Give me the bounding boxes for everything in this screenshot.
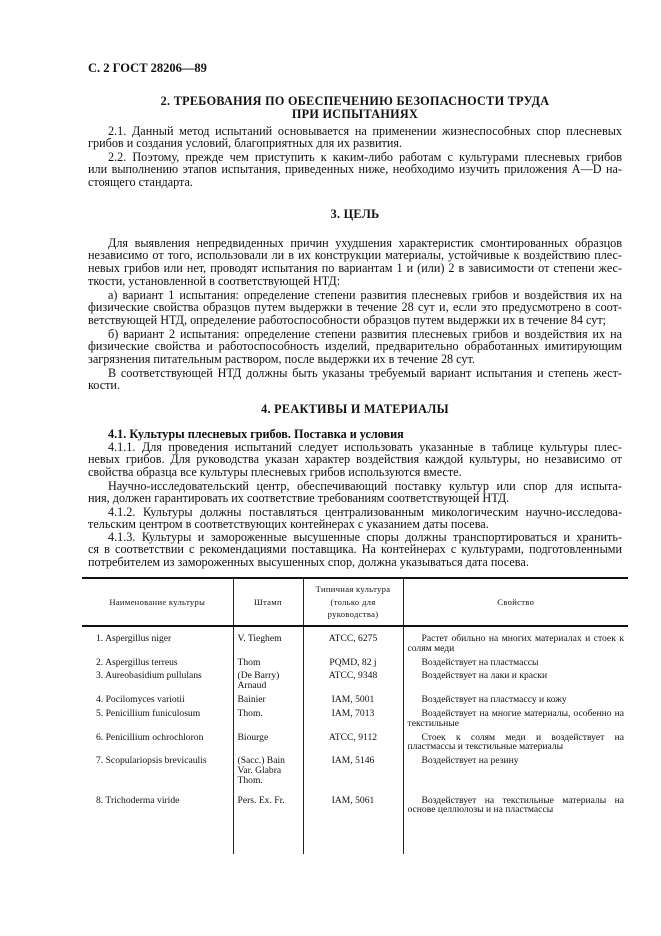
culture-name-cell: 3. Aureobasidium pullulans — [96, 670, 202, 682]
paragraph-line: 4.1.3. Культуры и замороженные высушенные споры должны транспортироваться и хранить- — [108, 529, 622, 544]
property-cell: Воздействует на лаки и краски — [403, 669, 628, 693]
table-row — [82, 693, 628, 707]
typical-culture-cell: PQMD, 82 j — [303, 656, 403, 670]
culture-name-cell: 4. Pocilomyces variotii — [96, 693, 185, 705]
paragraph-line: Для выявления непредвиденных причин ухудшения характеристик смонтированных образцов — [108, 235, 622, 250]
strain-cell: Thom — [233, 656, 303, 670]
section-heading: 4. РЕАКТИВЫ И МАТЕРИАЛЫ — [261, 401, 449, 416]
property-cell: Воздействует на пластмассы — [403, 656, 628, 670]
culture-name-cell: 8. Trichoderma viride — [96, 794, 180, 806]
table-row — [82, 626, 628, 656]
paragraph-line: Научно-исследовательский центр, обеспечивающий поставку культур или спор для испыта- — [108, 478, 622, 493]
culture-name-cell: 5. Penicillium funiculosum — [96, 707, 201, 719]
strain-cell: Bainier — [233, 693, 303, 707]
paragraph-line: физические свойства и работоспособность изделий, предварительно обработанных имитирующим — [88, 339, 622, 354]
paragraph-line: стоящего стандарта. — [88, 175, 193, 190]
culture-name-cell: 7. Scopulariopsis brevicaulis — [96, 755, 207, 767]
paragraph-line: невых грибов. Для руководства указан характер воздействия каждой культуры, но независимо от — [88, 452, 622, 467]
paragraph-line: свойства образца все культуры плесневых грибов используются вместе. — [88, 465, 462, 480]
column-header: Типичная культура (только для руководства) — [303, 578, 403, 626]
typical-culture-cell: IAM, 5061 — [303, 788, 403, 854]
strain-cell: Biourge — [233, 731, 303, 755]
paragraph-line: б) вариант 2 испытания: определение степени развития плесневых грибов и воздействия их на — [108, 326, 622, 341]
typical-culture-cell: ATCC, 9112 — [303, 731, 403, 755]
paragraph-line: независимо от того, использовали ли в их конструкции материалы, устойчивые к воздействию плес- — [88, 248, 622, 263]
table-row — [82, 707, 628, 731]
paragraph-line: ткости, установленной в соответствующей НТД: — [88, 274, 341, 289]
paragraph-line: 2.2. Поэтому, прежде чем приступить к каким-либо работам с культурами плесневых грибов — [108, 149, 622, 164]
page-header: С. 2 ГОСТ 28206—89 — [88, 61, 207, 75]
strain-cell: (De Barry) Arnaud — [233, 669, 303, 693]
section-heading: ПРИ ИСПЫТАНИЯХ — [291, 106, 419, 121]
property-cell: Воздействует на многие материалы, особенно на текстильные — [403, 707, 628, 731]
strain-cell: Pers. Ex. Fr. — [233, 788, 303, 854]
paragraph-line: физические свойства образцов путем выдержки в течение 28 сут и, если это предусмотрено в соот- — [88, 300, 622, 315]
paragraph-line: 2.1. Данный метод испытаний основывается на применении жизнеспособных спор плесневых — [108, 123, 622, 138]
culture-name-cell: 2. Aspergillus terreus — [96, 656, 178, 668]
paragraph-line: потребителем из замороженных высушенных спор, должна указываться дата посева. — [88, 555, 529, 570]
strain-cell: Thom. — [233, 707, 303, 731]
paragraph-line: 4.1.1. Для проведения испытаний следует использовать указанные в таблице культуры плес- — [108, 439, 622, 454]
table-row — [82, 788, 628, 854]
table-row — [82, 731, 628, 755]
paragraph-line: ния, должен гарантировать их соответствие требованиям соответствующей НТД. — [88, 491, 510, 506]
typical-culture-cell: IAM, 5001 — [303, 693, 403, 707]
paragraph-line: невых грибов или нет, проводят испытания по вариантам 1 и (или) 2 в зависимости от степени жес- — [88, 261, 622, 276]
paragraph-line: ся в соответствии с рекомендациями поставщика. На контейнерах с культурами, подготовленными — [88, 542, 622, 557]
paragraph-line: 4.1.2. Культуры должны поставляться централизованным микологическим научно-исследова- — [108, 504, 622, 519]
column-header: Наименование культуры — [82, 578, 233, 626]
paragraph-line: или выполнению этапов испытания, приведенных ниже, необходимо изучить приложения A—D на- — [88, 162, 622, 177]
typical-culture-cell: IAM, 5146 — [303, 754, 403, 787]
table-row — [82, 656, 628, 670]
section-heading: 2. ТРЕБОВАНИЯ ПО ОБЕСПЕЧЕНИЮ БЕЗОПАСНОСТИ ТРУДА — [160, 93, 550, 108]
strain-cell: (Sacc.) Bain Var. Glabra Thom. — [233, 754, 303, 787]
property-cell: Воздействует на текстильные материалы на основе целлюлозы и на пластмассы — [403, 788, 628, 854]
paragraph-line: тельским центром в соответствующих контейнерах с указанием даты посева. — [88, 517, 489, 532]
column-header: Штамп — [233, 578, 303, 626]
strain-cell: V. Tieghem — [233, 626, 303, 656]
typical-culture-cell: ATCC, 9348 — [303, 669, 403, 693]
paragraph-line: грибов и создания условий, благоприятных для их развития. — [88, 136, 403, 151]
paragraph-line: загрязнения питательным раствором, после выдержки их в течение 28 сут. — [88, 352, 475, 367]
fungi-cultures-table — [82, 577, 628, 854]
culture-name-cell: 1. Aspergillus niger — [96, 633, 172, 644]
column-header: Свойство — [403, 578, 628, 626]
property-cell: Воздействует на пластмассу и кожу — [403, 693, 628, 707]
paragraph-line: а) вариант 1 испытания: определение степени развития плесневых грибов и воздействия их на — [108, 287, 622, 302]
property-cell: Стоек к солям меди и воздействует на пластмассы и текстильные материалы — [403, 731, 628, 755]
typical-culture-cell: IAM, 7013 — [303, 707, 403, 731]
section-heading: 3. ЦЕЛЬ — [330, 206, 380, 221]
typical-culture-cell: ATCC, 6275 — [303, 626, 403, 656]
property-cell: Воздействует на резину — [403, 754, 628, 787]
culture-name-cell: 6. Penicillium ochrochloron — [96, 731, 204, 743]
table-header-row — [82, 578, 628, 626]
paragraph-line: кости. — [88, 378, 121, 393]
property-cell: Растет обильно на многих материалах и стоек к солям меди — [403, 626, 628, 656]
subsection-heading: 4.1. Культуры плесневых грибов. Поставка и условия — [108, 426, 404, 441]
paragraph-line: ветствующей НТД, определение работоспособности образцов путем выдержки их в течение 84 сут; — [88, 313, 607, 328]
paragraph-line: В соответствующей НТД должны быть указаны требуемый вариант испытания и степень жест- — [108, 365, 622, 380]
table-row — [82, 754, 628, 787]
table-row — [82, 669, 628, 693]
